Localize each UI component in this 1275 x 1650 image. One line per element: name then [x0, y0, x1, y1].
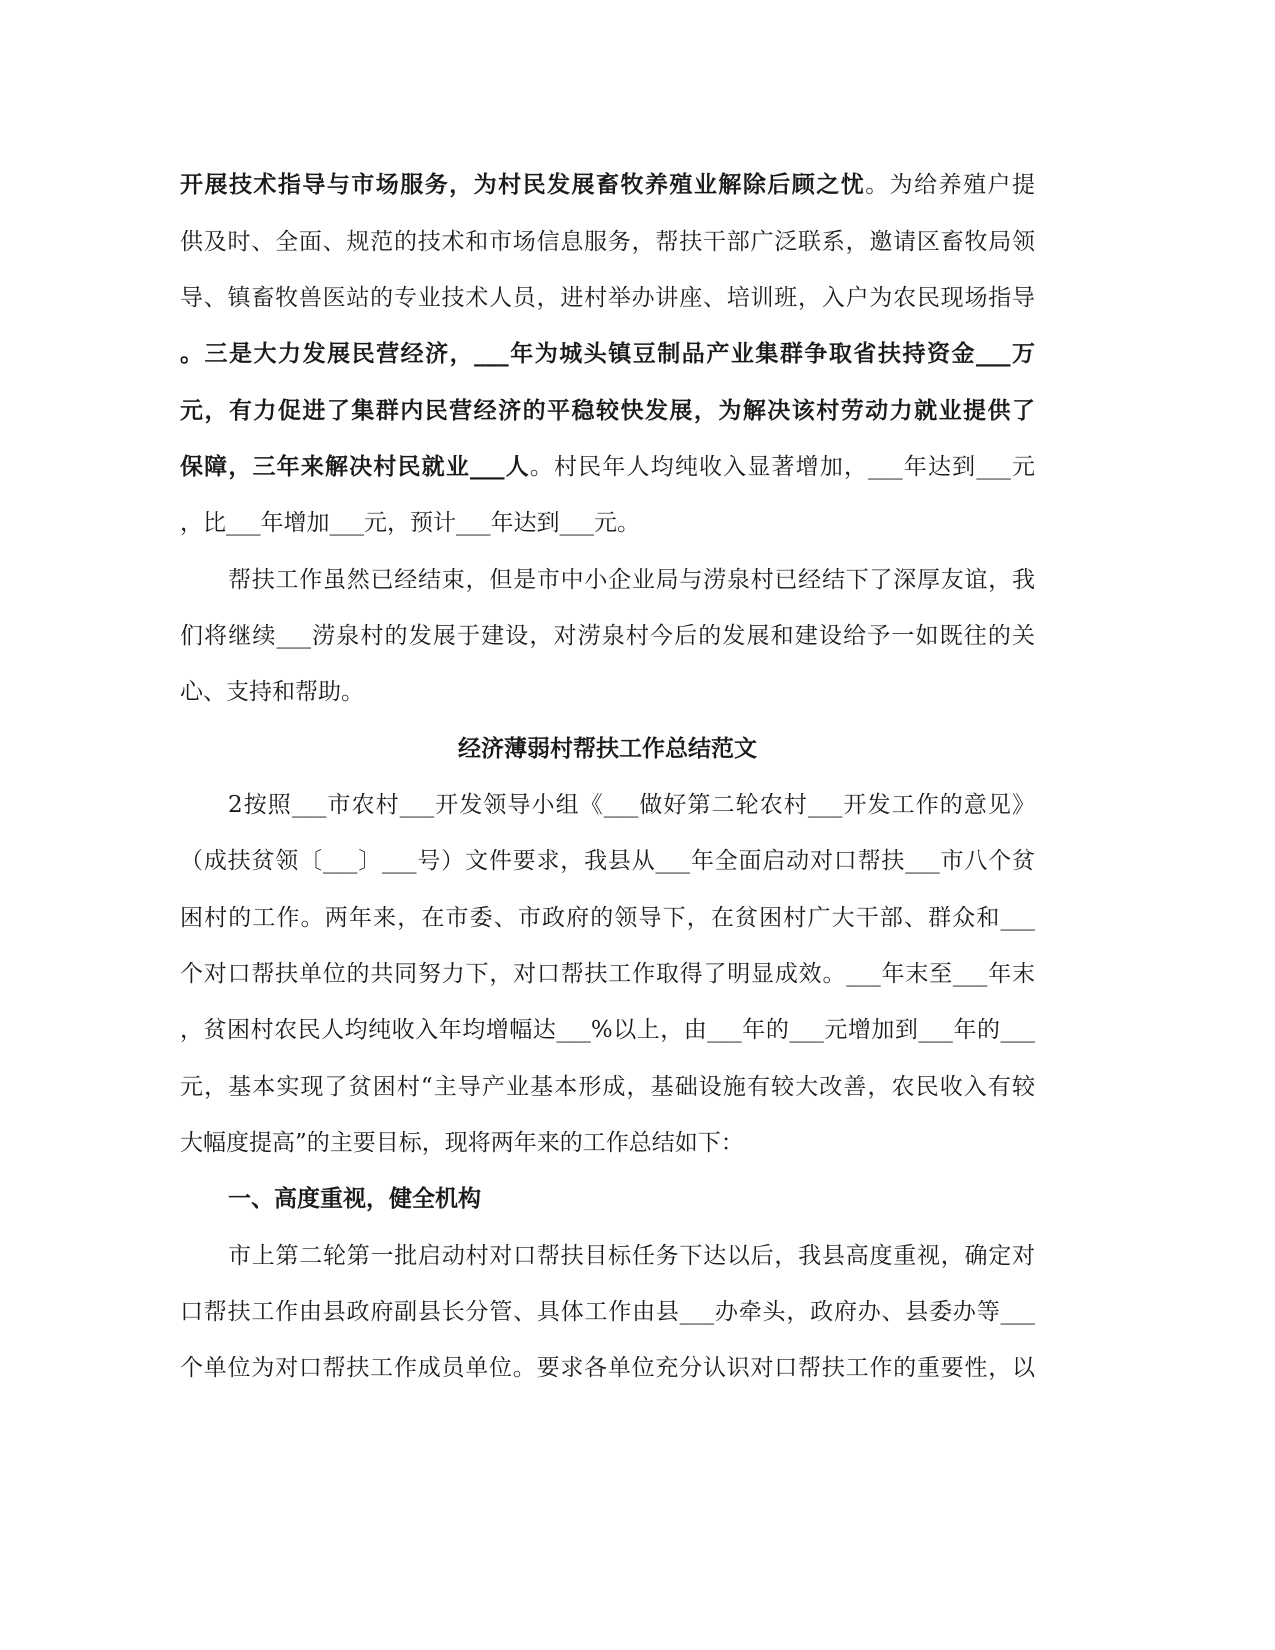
paragraph-1-line-5: 元，有力促进了集群内民营经济的平稳较快发展，为解决该村劳动力就业提供了: [180, 397, 1035, 424]
paragraph-1-line-2: 供及时、全面、规范的技术和市场信息服务，帮扶干部广泛联系，邀请区畜牧局领: [180, 229, 1035, 255]
paragraph-1-line-3: 导、镇畜牧兽医站的专业技术人员，进村举办讲座、培训班，入户为农民现场指导: [180, 285, 1035, 311]
document-page: [180, 0, 1035, 1650]
paragraph-2-line-1: 帮扶工作虽然已经结束，但是市中小企业局与涝泉村已经结下了深厚友谊，我: [228, 567, 1035, 593]
document-title: 经济薄弱村帮扶工作总结范文: [458, 735, 757, 762]
paragraph-2-line-2: 们将继续___涝泉村的发展于建设，对涝泉村今后的发展和建设给予一如既往的关: [180, 623, 1035, 649]
paragraph-3-line-3: 困村的工作。两年来，在市委、市政府的领导下，在贫困村广大干部、群众和___: [180, 905, 1035, 931]
paragraph-3-line-7: 大幅度提高”的主要目标，现将两年来的工作总结如下：: [180, 1130, 744, 1156]
plain-text: 。村民年人均纯收入显著增加，___年达到___元: [529, 454, 1035, 480]
paragraph-4-line-2: 口帮扶工作由县政府副县长分管、具体工作由县___办牵头，政府办、县委办等___: [180, 1299, 1035, 1325]
paragraph-4-line-3: 个单位为对口帮扶工作成员单位。要求各单位充分认识对口帮扶工作的重要性，以: [180, 1355, 1035, 1381]
paragraph-1-line-7: ，比___年增加___元，预计___年达到___元。: [180, 510, 640, 536]
paragraph-4-line-1: 市上第二轮第一批启动村对口帮扶目标任务下达以后，我县高度重视，确定对: [228, 1243, 1035, 1269]
bold-text: 开展技术指导与市场服务，为村民发展畜牧养殖业解除后顾之忧: [180, 171, 866, 198]
section-heading: 一、高度重视，健全机构: [228, 1185, 481, 1212]
paragraph-3-line-2: （成扶贫领〔___〕___号）文件要求，我县从___年全面启动对口帮扶___市八个贫: [180, 848, 1035, 874]
paragraph-2-line-3: 心、支持和帮助。: [180, 679, 364, 705]
paragraph-1-line-6: [180, 452, 1035, 482]
paragraph-3-line-1: 2按照___市农村___开发领导小组《___做好第二轮农村___开发工作的意见》: [228, 792, 1035, 818]
plain-text: 。为给养殖户提: [865, 172, 1035, 198]
paragraph-3-line-6: 元，基本实现了贫困村“主导产业基本形成，基础设施有较大改善，农民收入有较: [180, 1074, 1035, 1100]
paragraph-3-line-5: ，贫困村农民人均纯收入年均增幅达___%以上，由___年的___元增加到___年的___: [180, 1017, 1035, 1043]
paragraph-1-line-1: [180, 170, 1035, 200]
paragraph-3-line-4: 个对口帮扶单位的共同努力下，对口帮扶工作取得了明显成效。___年末至___年末: [180, 961, 1035, 987]
paragraph-1-line-4: 。三是大力发展民营经济，___年为城头镇豆制品产业集群争取省扶持资金___万: [180, 340, 1035, 367]
bold-text: 保障，三年来解决村民就业___人: [180, 453, 530, 480]
